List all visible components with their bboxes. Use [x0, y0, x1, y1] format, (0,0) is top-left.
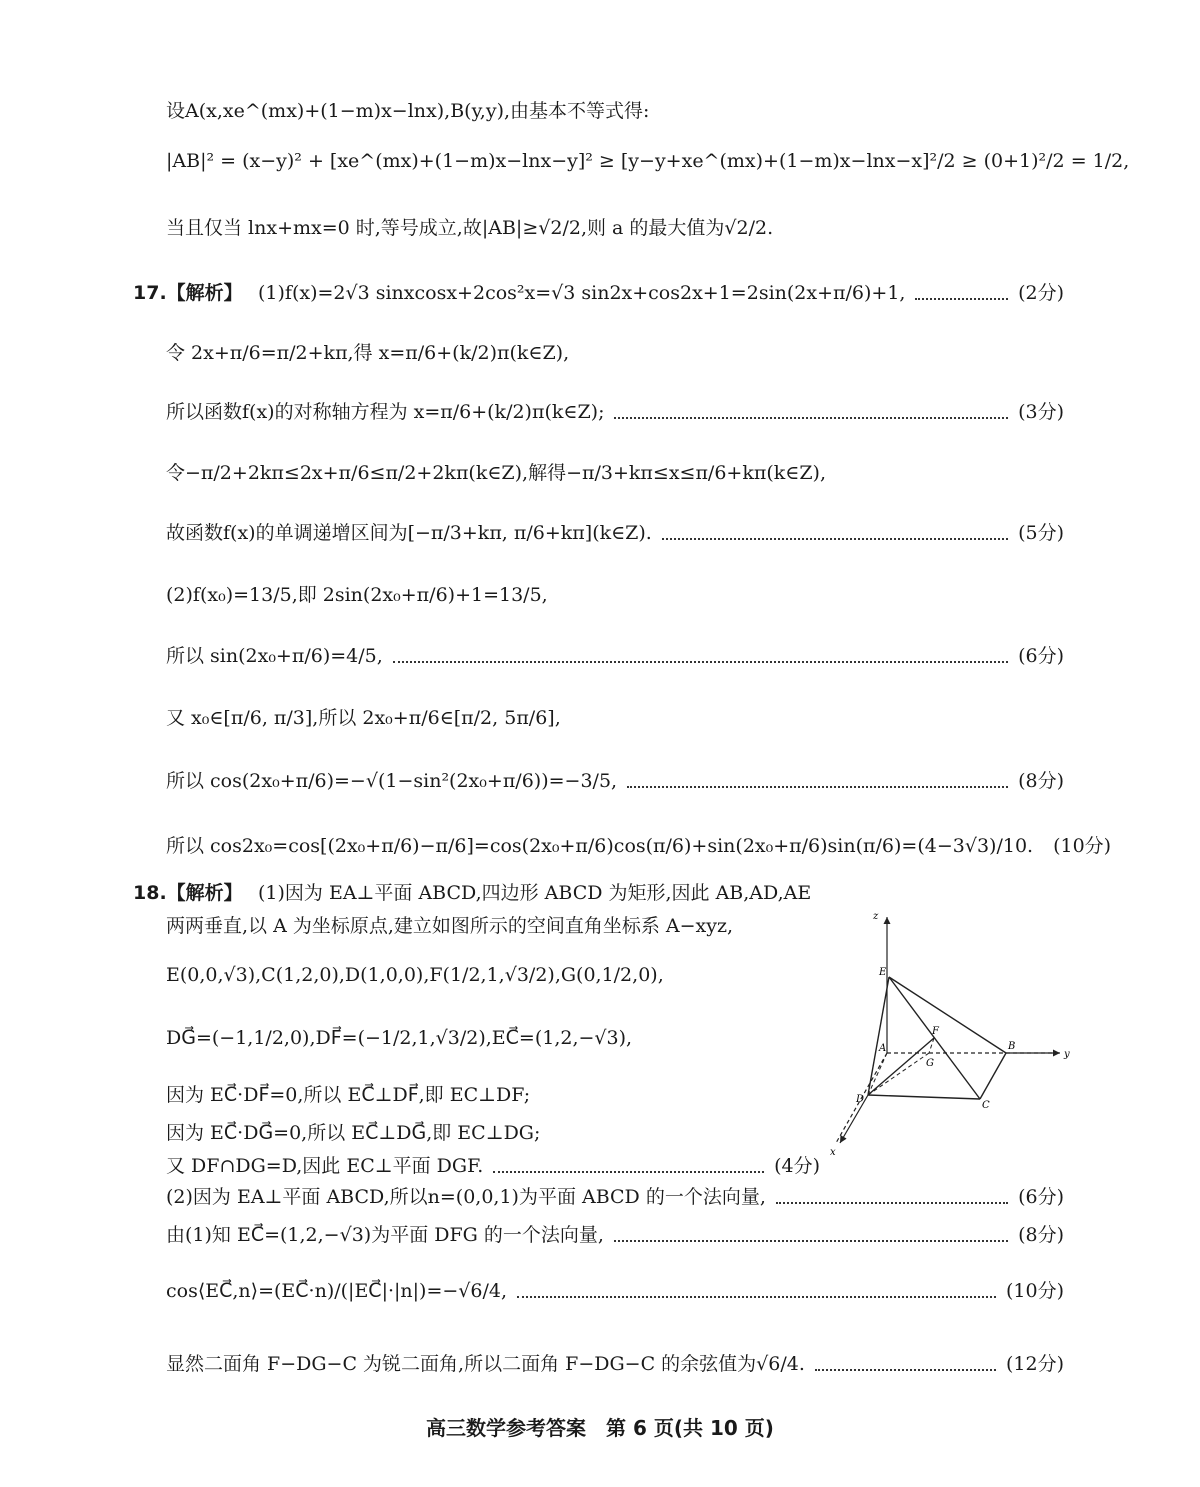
coordinate-figure [826, 905, 1076, 1160]
q17-header [133, 280, 243, 306]
intro-line-2: |AB|² = (x−y)² + [xe^(mx)+(1−m)x−lnx−y]² ≥ [y−y+xe^(mx)+(1−m)x−lnx−x]²/2 ≥ (0+1)²/2 = 1/2, [166, 150, 1130, 172]
intro-line-3: 当且仅当 lnx+mx=0 时,等号成立,故|AB|≥√2/2,则 a 的最大值为√2/2. [166, 217, 774, 239]
label-G: G [926, 1058, 934, 1069]
q17-line-10 [166, 833, 1112, 859]
q17-line-9-text: 所以 cos(2x₀+π/6)=−√(1−sin²(2x₀+π/6))=−3/5, [166, 770, 618, 792]
q18-line-1: (1)因为 EA⊥平面 ABCD,四边形 ABCD 为矩形,因此 AB,AD,AE [258, 882, 812, 904]
score-3: (3分) [1018, 401, 1064, 423]
leader-dots [517, 1284, 996, 1298]
edge-DF [868, 1038, 934, 1095]
leader-dots [815, 1357, 996, 1371]
label-x: x [830, 1147, 836, 1158]
q17-line-6: (2)f(x₀)=13/5,即 2sin(2x₀+π/6)+1=13/5, [166, 584, 548, 606]
q18-line-7-text: 又 DF∩DG=D,因此 EC⊥平面 DGF. [166, 1155, 484, 1177]
q18-line-3: E(0,0,√3),C(1,2,0),D(1,0,0),F(1/2,1,√3/2),G(0,1/2,0), [166, 964, 664, 986]
q17-label: 17.【解析】 [133, 282, 243, 304]
q18-label: 18.【解析】 [133, 882, 243, 904]
q18-line-9 [166, 1222, 1064, 1248]
score-6b: (6分) [1018, 1186, 1064, 1208]
leader-dots [662, 526, 1008, 540]
q18-line-2: 两两垂直,以 A 为坐标原点,建立如图所示的空间直角坐标系 A−xyz, [166, 915, 734, 937]
q18-line-9-text: 由(1)知 EC⃗=(1,2,−√3)为平面 DFG 的一个法向量, [166, 1224, 604, 1246]
score-10: (10分) [1053, 835, 1112, 857]
leader-dots [393, 649, 1008, 663]
edge-EC [889, 977, 980, 1099]
leader-dots [493, 1159, 764, 1173]
edge-EB [889, 977, 1006, 1053]
leader-dots [627, 774, 1008, 788]
label-E: E [879, 967, 887, 978]
edge-ED [868, 977, 889, 1095]
q17-line-2: 令 2x+π/6=π/2+kπ,得 x=π/6+(k/2)π(k∈Z), [166, 342, 570, 364]
q17-line-5 [166, 520, 1064, 546]
score-2: (2分) [1018, 282, 1064, 304]
label-C: C [982, 1100, 990, 1111]
leader-dots [614, 1228, 1008, 1242]
q17-line-3-text: 所以函数f(x)的对称轴方程为 x=π/6+(k/2)π(k∈Z); [166, 401, 605, 423]
label-y: y [1064, 1049, 1070, 1060]
q17-line-7 [166, 643, 1064, 669]
edge-DC [868, 1095, 980, 1099]
q17-line-9 [166, 768, 1064, 794]
score-6: (6分) [1018, 645, 1064, 667]
intro-line-1: 设A(x,xe^(mx)+(1−m)x−lnx),B(y,y),由基本不等式得: [166, 100, 650, 122]
leader-dots [776, 1190, 1008, 1204]
figure-svg [826, 905, 1076, 1160]
score-10b: (10分) [1005, 1280, 1064, 1302]
q17-line-7-text: 所以 sin(2x₀+π/6)=4/5, [166, 645, 383, 667]
label-A: A [879, 1043, 887, 1054]
q17-line-5-text: 故函数f(x)的单调递增区间为[−π/3+kπ, π/6+kπ](k∈Z). [166, 522, 652, 544]
leader-dots [614, 405, 1008, 419]
q18-line-11 [166, 1351, 1064, 1377]
q18-line-10 [166, 1278, 1064, 1304]
q17-line-10-text: 所以 cos2x₀=cos[(2x₀+π/6)−π/6]=cos(2x₀+π/6)cos(π/6)+sin(2x₀+π/6)sin(π/6)=(4−3√3)/10. [166, 835, 1034, 857]
score-12: (12分) [1005, 1353, 1064, 1375]
q17-line-1-text: (1)f(x)=2√3 sinxcosx+2cos²x=√3 sin2x+cos2x+1=2sin(2x+π/6)+1, [258, 282, 906, 304]
score-8: (8分) [1018, 770, 1064, 792]
q17-line-3 [166, 399, 1064, 425]
label-B: B [1008, 1041, 1016, 1052]
label-D: D [856, 1094, 865, 1105]
q18-line-7 [166, 1153, 820, 1179]
q18-line-4: DG⃗=(−1,1/2,0),DF⃗=(−1/2,1,√3/2),EC⃗=(1,2,−√3), [166, 1027, 633, 1049]
q18-line-11-text: 显然二面角 F−DG−C 为锐二面角,所以二面角 F−DG−C 的余弦值为√6/4. [166, 1353, 805, 1375]
page-footer: 高三数学参考答案 第 6 页(共 10 页) [426, 1416, 774, 1440]
leader-dots [915, 286, 1008, 300]
label-F: F [932, 1026, 939, 1037]
score-4: (4分) [774, 1155, 820, 1177]
q18-line-8 [166, 1184, 1064, 1210]
q17-line-1 [258, 280, 1064, 306]
label-z: z [873, 911, 879, 922]
q18-line-10-text: cos⟨EC⃗,n⟩=(EC⃗·n)/(|EC⃗|·|n|)=−√6/4, [166, 1280, 508, 1302]
score-8b: (8分) [1018, 1224, 1064, 1246]
q18-header [133, 880, 243, 906]
q17-line-4: 令−π/2+2kπ≤2x+π/6≤π/2+2kπ(k∈Z),解得−π/3+kπ≤x≤π/6+kπ(k∈Z), [166, 462, 826, 484]
q18-line-8-text: (2)因为 EA⊥平面 ABCD,所以n=(0,0,1)为平面 ABCD 的一个法向量, [166, 1186, 766, 1208]
edge-CB [980, 1053, 1006, 1099]
q18-line-6: 因为 EC⃗·DG⃗=0,所以 EC⃗⊥DG⃗,即 EC⊥DG; [166, 1122, 541, 1144]
q18-line-5: 因为 EC⃗·DF⃗=0,所以 EC⃗⊥DF⃗,即 EC⊥DF; [166, 1084, 531, 1106]
edge-DA [868, 1053, 887, 1095]
q17-line-8: 又 x₀∈[π/6, π/3],所以 2x₀+π/6∈[π/2, 5π/6], [166, 707, 561, 729]
score-5: (5分) [1018, 522, 1064, 544]
